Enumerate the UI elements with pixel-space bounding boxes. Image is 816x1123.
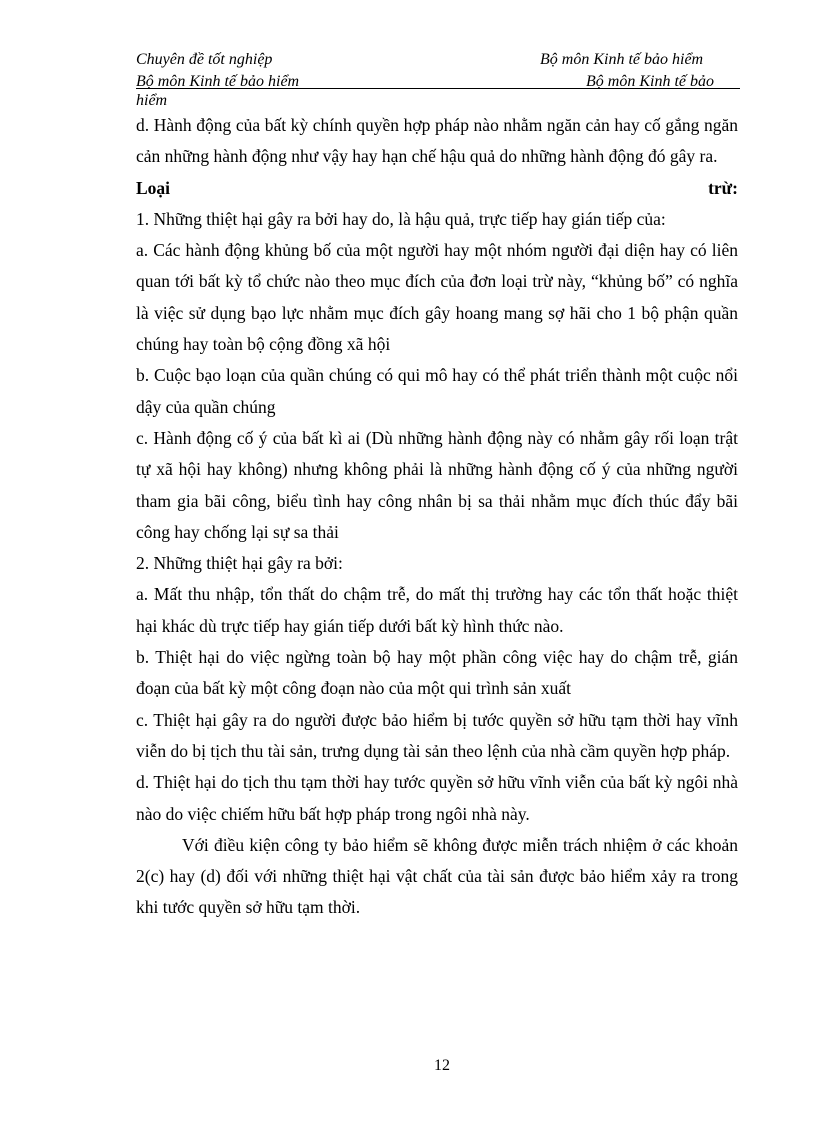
- header-wrap-text: hiểm: [136, 92, 168, 109]
- exclusion-item-2: 2. Những thiệt hại gây ra bởi:: [136, 553, 343, 574]
- document-body: [136, 110, 738, 924]
- header-doc-type: Chuyên đề tốt nghiệp: [136, 51, 273, 68]
- header-department: Bộ môn Kinh tế bảo hiểm: [540, 51, 704, 68]
- heading-word-right: trừ:: [708, 177, 738, 198]
- exclusion-item-1: 1. Những thiệt hại gây ra bởi hay do, là hậu quả, trực tiếp hay gián tiếp của:: [136, 208, 666, 229]
- closing-condition-paragraph: Với điều kiện công ty bảo hiểm sẽ không được miễn trách nhiệm ở các khoản 2(c) hay (d) đối với những thiệt hại vật chất của tài sản được bảo hiểm xảy ra trong khi tước quyền sở hữu tạm thời.: [136, 834, 738, 918]
- exclusion-item-2d: d. Thiệt hại do tịch thu tạm thời hay tước quyền sở hữu vĩnh viễn của bất kỳ ngôi nhà nào do việc chiếm hữu bất hợp pháp trong ngôi nhà này.: [136, 772, 738, 824]
- exclusion-item-2a: a. Mất thu nhập, tổn thất do chậm trễ, do mất thị trường hay các tổn thất hoặc thiệt hại khác dù trực tiếp hay gián tiếp dưới bất kỳ hình thức nào.: [136, 584, 738, 636]
- exclusion-item-2c: c. Thiệt hại gây ra do người được bảo hiểm bị tước quyền sở hữu tạm thời hay vĩnh viễn do bị tịch thu tài sản, trưng dụng tài sản theo lệnh của nhà cầm quyền hợp pháp.: [136, 709, 738, 761]
- exclusion-item-1b: b. Cuộc bạo loạn của quần chúng có qui mô hay có thể phát triển thành một cuộc nổi dậy của quần chúng: [136, 365, 738, 417]
- exclusion-item-2b: b. Thiệt hại do việc ngừng toàn bộ hay một phần công việc hay do chậm trễ, gián đoạn của bất kỳ một công đoạn nào của một qui trình sản xuất: [136, 647, 738, 699]
- exclusion-item-1a: a. Các hành động khủng bố của một người hay một nhóm người đại diện hay có liên quan tới bất kỳ tổ chức nào theo mục đích của đơn loại trừ này, “khủng bố” có nghĩa là việc sử dụng bạo lực nhằm mục đích gây hoang mang sợ hãi cho 1 bộ phận quần chúng hay toàn bộ cộng đồng xã hội: [136, 240, 738, 355]
- header-department-right: Bộ môn Kinh tế bảo: [586, 73, 714, 90]
- exclusion-item-1c: c. Hành động cố ý của bất kì ai (Dù những hành động này có nhằm gây rối loạn trật tự xã hội hay không) nhưng không phải là những hành động cố ý của những người tham gia bãi công, biểu tình hay công nhân bị sa thải nhằm mục đích thúc đẩy bãi công hay chống lại sự sa thải: [136, 427, 738, 542]
- page-number: 12: [434, 1057, 450, 1074]
- section-heading-exclusions: [136, 173, 738, 204]
- paragraph-d-government-action: d. Hành động của bất kỳ chính quyền hợp pháp nào nhằm ngăn cản hay cố gắng ngăn cản những hành động như vậy hay hạn chế hậu quả do những hành động đó gây ra.: [136, 115, 738, 167]
- heading-word-left: Loại: [136, 177, 171, 198]
- header-department-left: Bộ môn Kinh tế bảo hiểm: [136, 73, 300, 90]
